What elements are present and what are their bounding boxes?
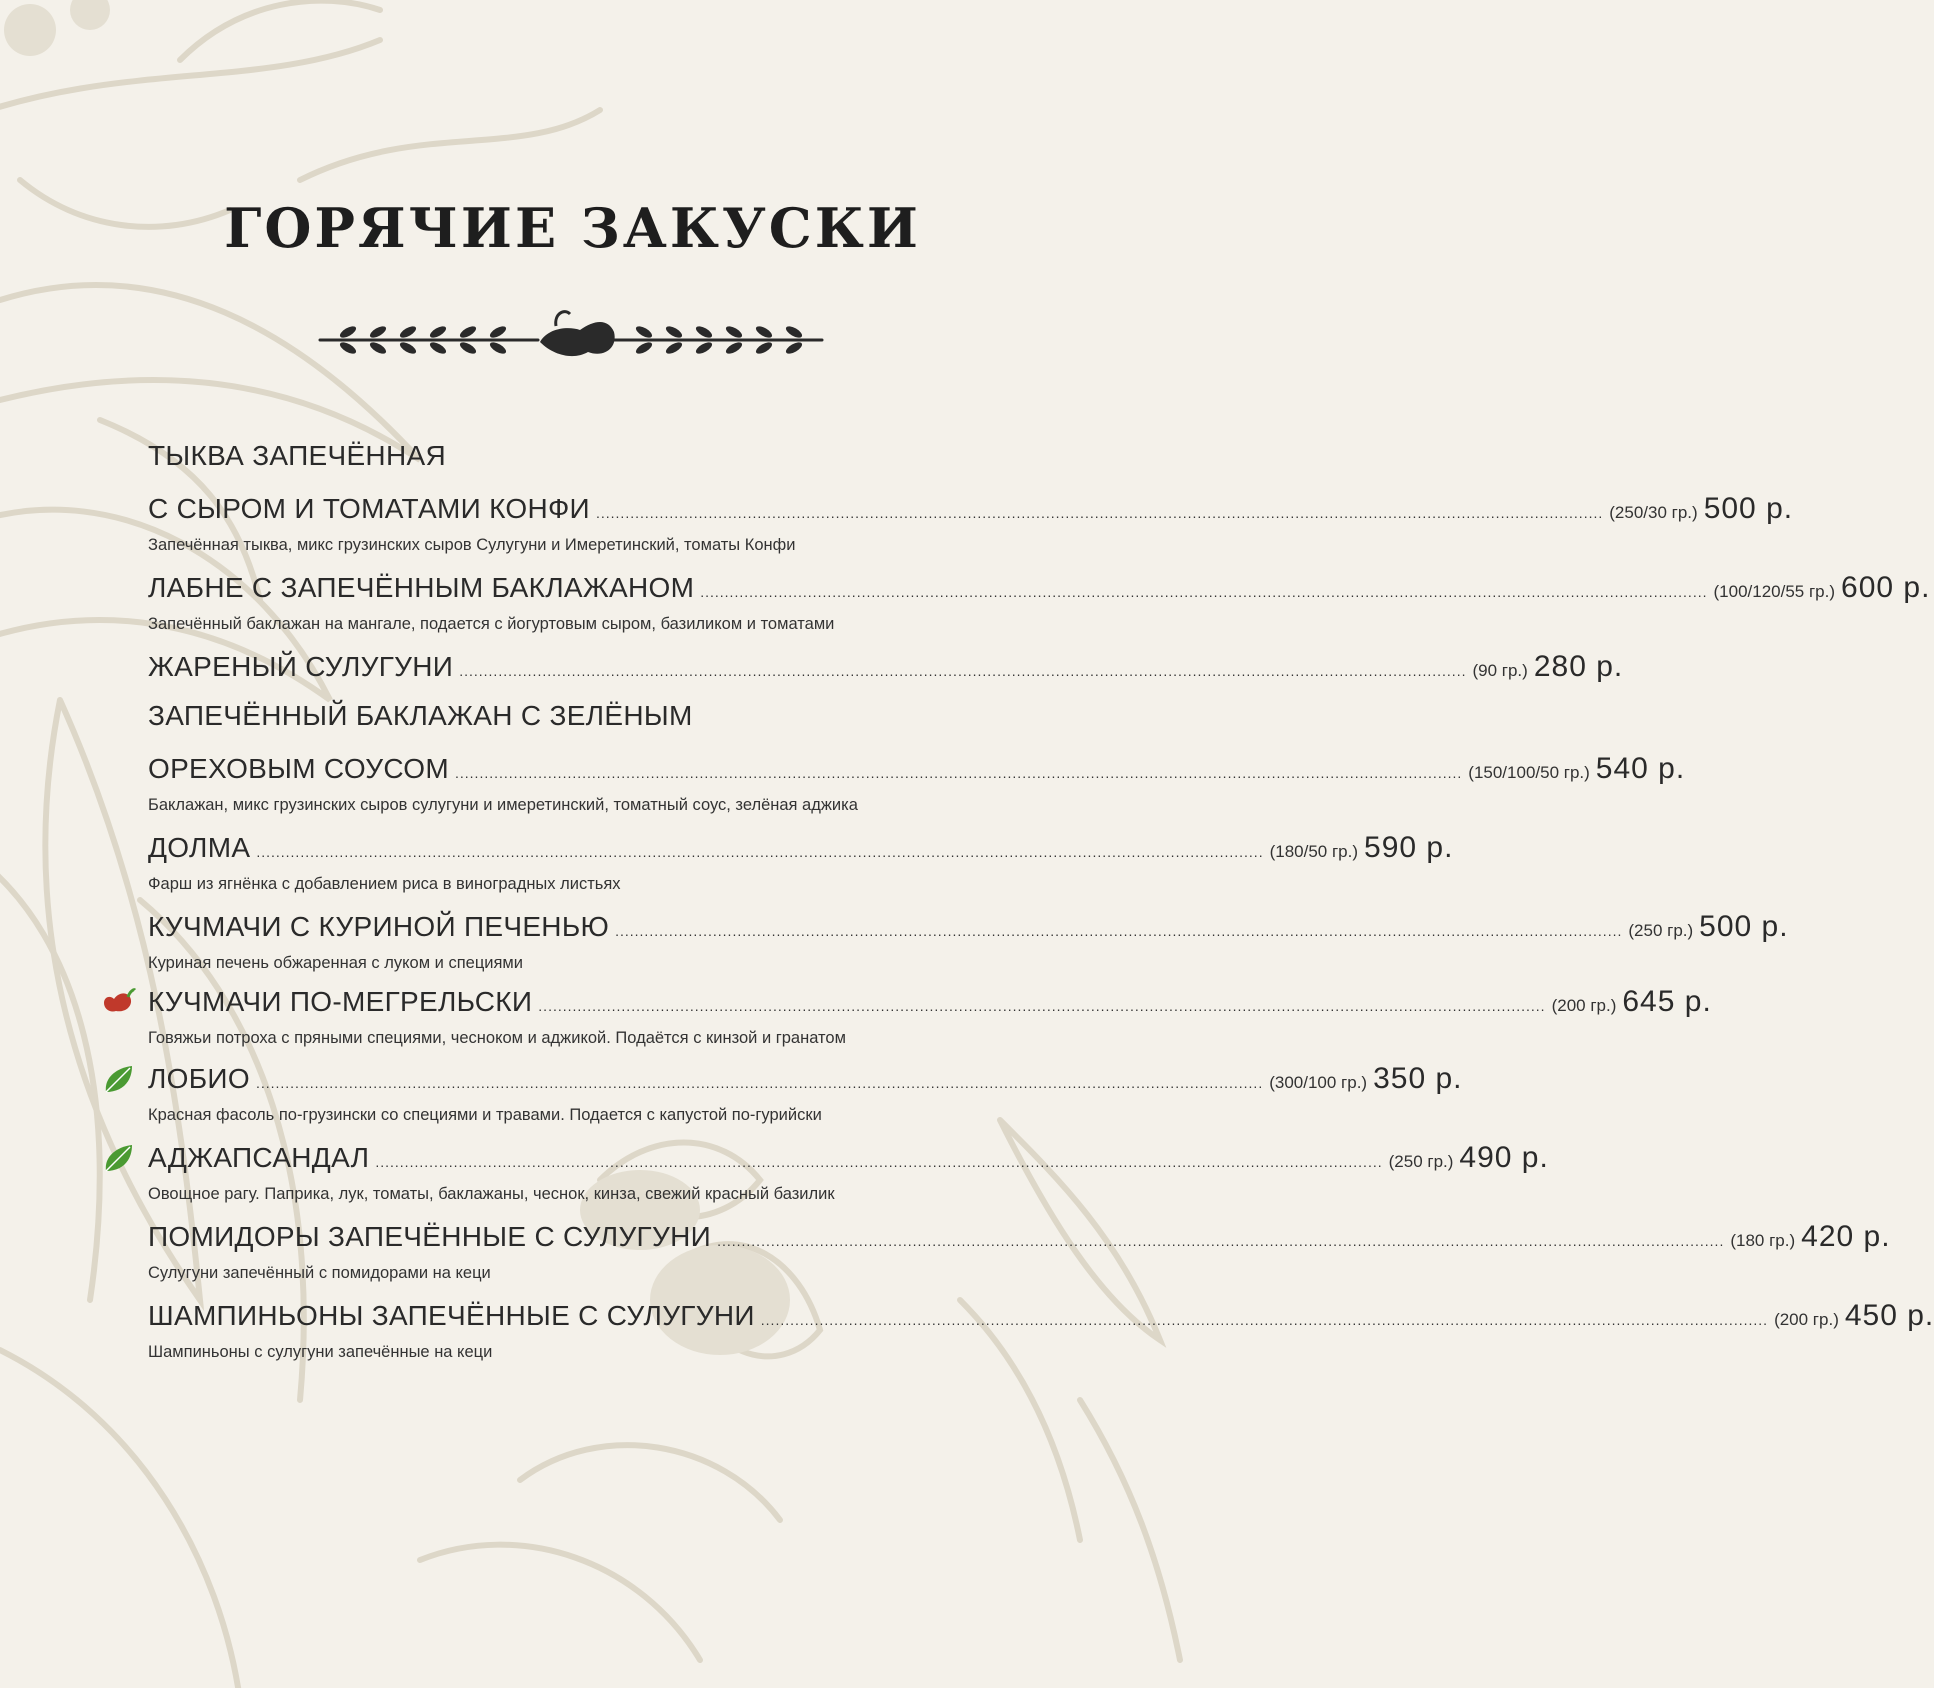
- item-price: 590 р.: [1364, 831, 1454, 864]
- item-price: 645 р.: [1622, 985, 1712, 1018]
- item-description: Овощное рагу. Паприка, лук, томаты, баклажаны, чеснок, кинза, свежий красный базилик: [148, 1185, 835, 1203]
- item-name: ЛАБНЕ С ЗАПЕЧЁННЫМ БАКЛАЖАНОМ: [148, 572, 695, 603]
- menu-item: [148, 1062, 1463, 1125]
- item-weight: (180 гр.): [1730, 1231, 1796, 1250]
- item-name: ЛОБИО: [148, 1063, 250, 1094]
- item-name: ОРЕХОВЫМ СОУСОМ: [148, 753, 449, 784]
- item-name-line1: ЗАПЕЧЁННЫЙ БАКЛАЖАН С ЗЕЛЁНЫМ: [148, 700, 693, 731]
- menu-item: [148, 1220, 1891, 1283]
- dot-leader: ..............................................................................................................................................................................................................: [459, 663, 1467, 679]
- item-weight: (250/30 гр.): [1609, 503, 1698, 522]
- dot-leader: ..............................................................................................................................................................................................................: [255, 1075, 1264, 1091]
- item-price: 280 р.: [1533, 650, 1624, 683]
- item-name-line1: ТЫКВА ЗАПЕЧЁННАЯ: [148, 440, 446, 471]
- item-name: ШАМПИНЬОНЫ ЗАПЕЧЁННЫЕ С СУЛУГУНИ: [148, 1300, 755, 1331]
- item-name: КУЧМАЧИ С КУРИНОЙ ПЕЧЕНЬЮ: [148, 911, 610, 942]
- item-price: 500 р.: [1703, 492, 1794, 525]
- item-description: Красная фасоль по-грузински со специями и травами. Подается с капустой по-гурийски: [148, 1106, 822, 1124]
- item-weight: (100/120/55 гр.): [1713, 582, 1836, 601]
- menu-item: [148, 440, 1794, 555]
- item-price: 540 р.: [1595, 752, 1686, 785]
- item-description: Запечённая тыква, микс грузинских сыров Сулугуни и Имеретинский, томаты Конфи: [148, 536, 796, 554]
- item-weight: (200 гр.): [1551, 996, 1617, 1015]
- item-name: ЖАРЕНЫЙ СУЛУГУНИ: [148, 651, 454, 682]
- menu-list: [148, 440, 1934, 1362]
- menu-item: [148, 910, 1789, 973]
- item-price: 450 р.: [1844, 1299, 1934, 1332]
- item-name: ДОЛМА: [148, 832, 251, 863]
- item-weight: (90 гр.): [1472, 661, 1528, 680]
- menu-item: [148, 650, 1624, 684]
- dot-leader: ..............................................................................................................................................................................................................: [717, 1233, 1725, 1249]
- dot-leader: ..............................................................................................................................................................................................................: [375, 1154, 1383, 1170]
- dot-leader: ..............................................................................................................................................................................................................: [615, 923, 1623, 939]
- item-name: ПОМИДОРЫ ЗАПЕЧЁННЫЕ С СУЛУГУНИ: [148, 1221, 712, 1252]
- item-price: 420 р.: [1801, 1220, 1891, 1253]
- dot-leader: ..............................................................................................................................................................................................................: [455, 765, 1463, 781]
- menu-item: [148, 831, 1454, 894]
- item-name: КУЧМАЧИ ПО-МЕГРЕЛЬСКИ: [148, 986, 533, 1017]
- menu-item: [148, 1299, 1934, 1362]
- item-price: 350 р.: [1373, 1062, 1463, 1095]
- item-price: 490 р.: [1459, 1141, 1549, 1174]
- item-weight: (300/100 гр.): [1269, 1073, 1368, 1092]
- item-description: Баклажан, микс грузинских сыров сулугуни и имеретинский, томатный соус, зелёная аджика: [148, 796, 858, 814]
- item-description: Запечённый баклажан на мангале, подается с йогуртовым сыром, базиликом и томатами: [148, 615, 835, 633]
- page-title: ГОРЯЧИЕ ЗАКУСКИ: [224, 196, 921, 260]
- dot-leader: ..............................................................................................................................................................................................................: [595, 505, 1604, 521]
- dot-leader: ..............................................................................................................................................................................................................: [256, 844, 1264, 860]
- menu-item: [148, 1141, 1549, 1204]
- item-weight: (150/100/50 гр.): [1468, 763, 1590, 782]
- item-weight: (250 гр.): [1388, 1152, 1454, 1171]
- item-description: Сулугуни запечённый с помидорами на кеци: [148, 1264, 491, 1282]
- item-description: Фарш из ягнёнка с добавлением риса в виноградных листьях: [148, 875, 621, 893]
- leaf-icon: [100, 1064, 136, 1096]
- item-weight: (200 гр.): [1774, 1310, 1839, 1329]
- dot-leader: ..............................................................................................................................................................................................................: [700, 584, 1708, 600]
- chili-divider-ornament: [318, 308, 824, 372]
- item-price: 500 р.: [1699, 910, 1789, 943]
- menu-item: [148, 985, 1712, 1048]
- item-name: АДЖАПСАНДАЛ: [148, 1142, 370, 1173]
- menu-item: [148, 571, 1931, 634]
- item-description: Говяжьи потроха с пряными специями, чесноком и аджикой. Подаётся с кинзой и гранатом: [148, 1029, 846, 1047]
- item-name: С СЫРОМ И ТОМАТАМИ КОНФИ: [148, 493, 590, 524]
- item-weight: (250 гр.): [1628, 921, 1694, 940]
- item-weight: (180/50 гр.): [1269, 842, 1359, 861]
- chili-pepper-icon: [100, 987, 136, 1019]
- item-description: Куриная печень обжаренная с луком и специями: [148, 954, 523, 972]
- menu-item: [148, 700, 1686, 815]
- item-description: Шампиньоны с сулугуни запечённые на кеци: [148, 1343, 493, 1361]
- item-price: 600 р.: [1841, 571, 1931, 604]
- dot-leader: ..............................................................................................................................................................................................................: [760, 1312, 1769, 1328]
- dot-leader: ..............................................................................................................................................................................................................: [538, 998, 1546, 1014]
- leaf-icon: [100, 1143, 136, 1175]
